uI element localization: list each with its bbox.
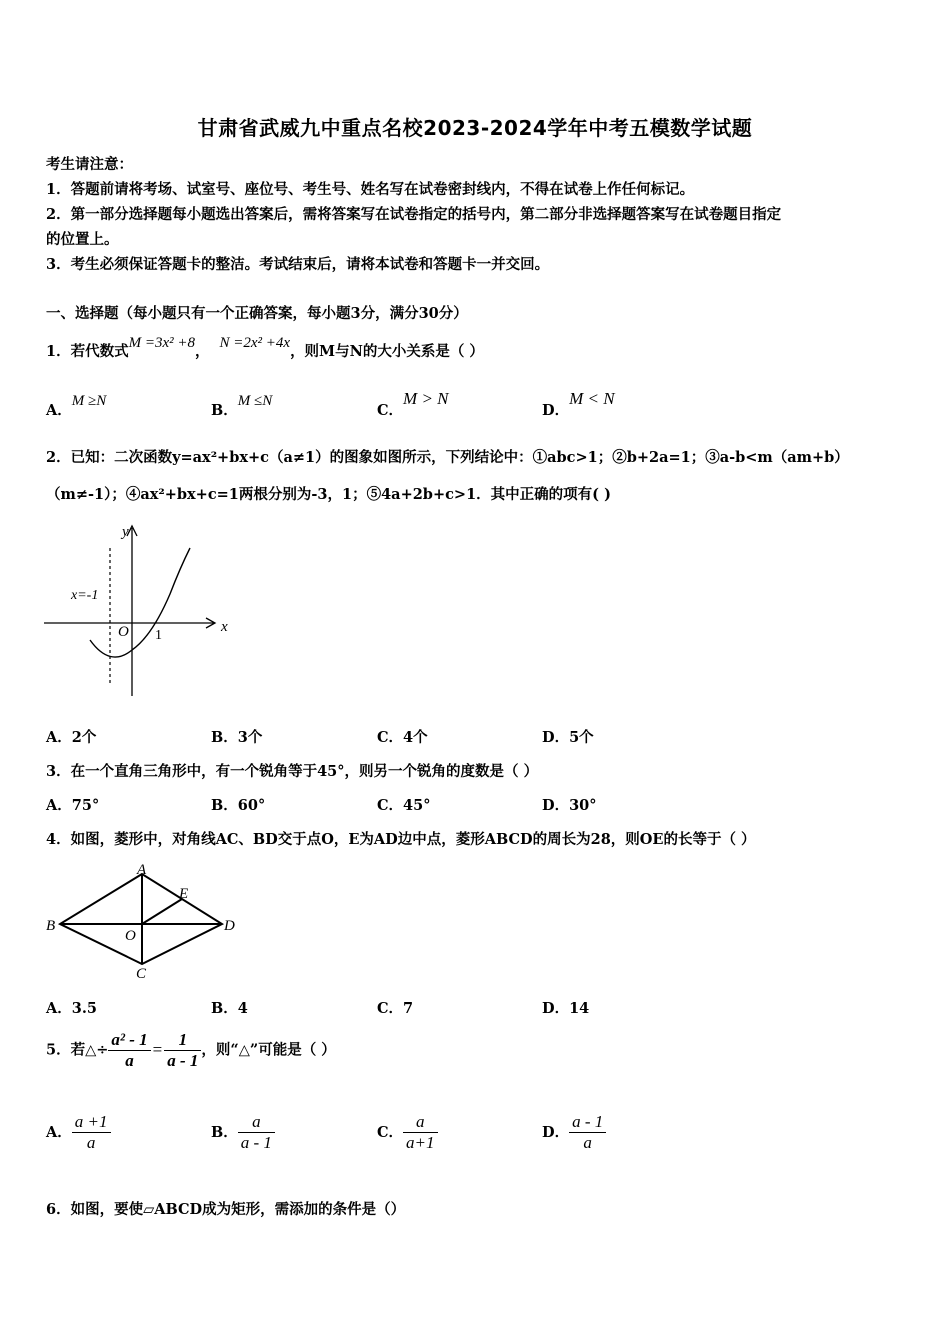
q3-option-b-text: 60° bbox=[237, 797, 266, 814]
q5-option-b[interactable] bbox=[211, 1112, 275, 1153]
q3-stem: 3．在一个直角三角形中，有一个锐角等于45°，则另一个锐角的度数是（ ） bbox=[46, 763, 539, 780]
q5-option-c[interactable] bbox=[377, 1112, 438, 1153]
q4-option-c[interactable] bbox=[377, 997, 413, 1018]
q1-option-c[interactable] bbox=[377, 389, 449, 419]
q5-option-a-num: a +1 bbox=[74, 1112, 108, 1131]
q1-m-expr: M =3x² +8 bbox=[128, 335, 195, 351]
q4-option-a[interactable] bbox=[46, 997, 97, 1018]
q3-option-d[interactable] bbox=[542, 794, 597, 815]
notice-item-2-cont: 的位置上。 bbox=[46, 231, 119, 248]
q5-option-b-den: a - 1 bbox=[238, 1132, 275, 1153]
q5-option-d-num: a - 1 bbox=[572, 1112, 604, 1131]
q2-stem-line-2: （m≠-1）；④ax²+bx+c=1两根分别为-3，1；⑤4a+2b+c>1．其中正确的项有( ) bbox=[46, 486, 611, 503]
q5-option-a-letter: A． bbox=[46, 1124, 72, 1141]
q3-option-d-text: 30° bbox=[569, 797, 597, 814]
q5-option-d[interactable] bbox=[542, 1112, 606, 1153]
q3-option-b[interactable] bbox=[211, 794, 265, 815]
q5-lhs-fraction bbox=[108, 1030, 150, 1071]
q4-option-d-letter: D． bbox=[542, 1000, 570, 1017]
q1-n-expr: N =2x² +4x bbox=[219, 335, 291, 351]
q2-option-a-text: 2个 bbox=[71, 729, 97, 746]
q2-option-c-text: 4个 bbox=[403, 729, 428, 746]
q4-option-c-text: 7 bbox=[403, 1000, 414, 1017]
q4-option-a-letter: A． bbox=[46, 1000, 72, 1017]
notice-item-2: 2．第一部分选择题每小题选出答案后，需将答案写在试卷指定的括号内，第二部分非选择题答案写在试卷题目指定 bbox=[46, 206, 782, 223]
q3-option-a-letter: A． bbox=[46, 797, 72, 814]
q3-option-c-text: 45° bbox=[403, 797, 431, 814]
q1-sep: ， bbox=[195, 343, 210, 360]
q4-stem: 4．如图，菱形中，对角线AC、BD交于点O，E为AD边中点，菱形ABCD的周长为28，则OE的长等于（ ） bbox=[46, 831, 756, 848]
q5-option-a-den: a bbox=[72, 1132, 111, 1153]
q2-option-b[interactable] bbox=[211, 726, 262, 747]
q5-stem bbox=[46, 1030, 336, 1071]
q5-option-d-fraction bbox=[569, 1112, 606, 1153]
q1-option-a-text: M ≥N bbox=[71, 393, 107, 409]
q1-suffix: ，则M与N的大小关系是（ ） bbox=[290, 343, 484, 360]
q4-option-b[interactable] bbox=[211, 997, 248, 1018]
q4-option-c-letter: C． bbox=[377, 1000, 404, 1017]
q1-prefix: 1．若代数式 bbox=[46, 343, 129, 360]
q1-option-c-letter: C． bbox=[377, 402, 404, 419]
q1-option-d-text: M < N bbox=[569, 389, 615, 408]
q3-option-c[interactable] bbox=[377, 794, 430, 815]
q3-option-b-letter: B． bbox=[211, 797, 238, 814]
q5-rhs-num: 1 bbox=[178, 1030, 188, 1049]
q4-label-c: C bbox=[136, 966, 147, 982]
q2-option-d[interactable] bbox=[542, 726, 594, 747]
q5-option-b-fraction bbox=[238, 1112, 275, 1153]
q5-option-b-num: a bbox=[252, 1112, 261, 1131]
q4-segment-oe bbox=[142, 899, 182, 924]
q4-option-a-text: 3.5 bbox=[71, 1000, 97, 1017]
q5-option-c-num: a bbox=[416, 1112, 425, 1131]
q1-option-b[interactable] bbox=[211, 392, 273, 419]
q6-stem: 6．如图，要使▱ABCD成为矩形，需添加的条件是（） bbox=[46, 1201, 406, 1218]
q3-option-a-text: 75° bbox=[71, 797, 100, 814]
q1-stem bbox=[46, 335, 484, 361]
q5-option-a[interactable] bbox=[46, 1112, 111, 1153]
q2-option-a-letter: A． bbox=[46, 729, 72, 746]
q4-option-b-text: 4 bbox=[237, 1000, 248, 1017]
q5-lhs-num: a² - 1 bbox=[111, 1030, 148, 1049]
q1-option-a-letter: A． bbox=[46, 402, 72, 419]
q2-option-a[interactable] bbox=[46, 726, 96, 747]
notice-item-3: 3．考生必须保证答题卡的整洁。考试结束后，请将本试卷和答题卡一并交回。 bbox=[46, 256, 550, 273]
q2-one-label: 1 bbox=[155, 628, 162, 643]
q5-option-b-letter: B． bbox=[211, 1124, 238, 1141]
q2-stem-line-1: 2．已知：二次函数y=ax²+bx+c（a≠1）的图象如图所示，下列结论中：①abc>1；②b+2a=1；③a-b<m（am+b） bbox=[46, 449, 849, 466]
q1-option-a[interactable] bbox=[46, 392, 107, 419]
q5-rhs-den: a - 1 bbox=[164, 1050, 201, 1071]
q3-option-c-letter: C． bbox=[377, 797, 404, 814]
page-title: 甘肃省武威九中重点名校2023-2024学年中考五模数学试题 bbox=[197, 116, 753, 140]
q2-option-c[interactable] bbox=[377, 726, 428, 747]
q5-equals: = bbox=[152, 1039, 163, 1059]
q4-label-d: D bbox=[224, 918, 235, 934]
q1-option-d[interactable] bbox=[542, 389, 615, 419]
q1-option-c-text: M > N bbox=[403, 389, 449, 408]
notice-header: 考生请注意： bbox=[46, 156, 133, 173]
q4-label-o: O bbox=[125, 928, 136, 944]
q5-lhs-den: a bbox=[108, 1050, 150, 1071]
q2-option-c-letter: C． bbox=[377, 729, 404, 746]
q2-option-d-text: 5个 bbox=[569, 729, 594, 746]
q4-option-d[interactable] bbox=[542, 997, 589, 1018]
q4-option-d-text: 14 bbox=[569, 1000, 590, 1017]
q1-option-d-letter: D． bbox=[542, 402, 570, 419]
q2-parabola-curve bbox=[90, 548, 190, 657]
q4-label-e: E bbox=[179, 886, 189, 902]
q4-label-b: B bbox=[46, 918, 56, 934]
q5-option-d-letter: D． bbox=[542, 1124, 570, 1141]
q5-prefix: 5．若△÷ bbox=[46, 1041, 109, 1059]
q2-origin-label: O bbox=[118, 624, 129, 640]
q5-option-c-fraction bbox=[403, 1112, 437, 1153]
q4-option-b-letter: B． bbox=[211, 1000, 238, 1017]
q5-option-d-den: a bbox=[569, 1132, 606, 1153]
q2-axis-label: x=-1 bbox=[71, 588, 99, 603]
q2-option-b-text: 3个 bbox=[237, 729, 263, 746]
q3-option-a[interactable] bbox=[46, 794, 99, 815]
q1-option-b-letter: B． bbox=[211, 402, 238, 419]
q5-rhs-fraction bbox=[164, 1030, 201, 1071]
q5-option-c-letter: C． bbox=[377, 1124, 404, 1141]
q1-option-b-text: M ≤N bbox=[237, 393, 273, 409]
notice-item-1: 1．答题前请将考场、试室号、座位号、考生号、姓名写在试卷密封线内，不得在试卷上作任何标记。 bbox=[46, 181, 695, 198]
q3-option-d-letter: D． bbox=[542, 797, 570, 814]
q4-label-a: A bbox=[137, 862, 147, 878]
q5-option-a-fraction bbox=[72, 1112, 111, 1153]
q2-y-label: y bbox=[122, 524, 129, 540]
q4-rhombus-figure bbox=[42, 860, 242, 982]
section-heading: 一、选择题（每小题只有一个正确答案，每小题3分，满分30分） bbox=[46, 305, 468, 322]
q5-option-c-den: a+1 bbox=[403, 1132, 437, 1153]
q5-suffix: ，则“△”可能是（ ） bbox=[201, 1041, 336, 1059]
q2-parabola-graph bbox=[42, 518, 238, 703]
q2-option-d-letter: D． bbox=[542, 729, 570, 746]
q2-x-label: x bbox=[221, 619, 228, 635]
q2-option-b-letter: B． bbox=[211, 729, 238, 746]
